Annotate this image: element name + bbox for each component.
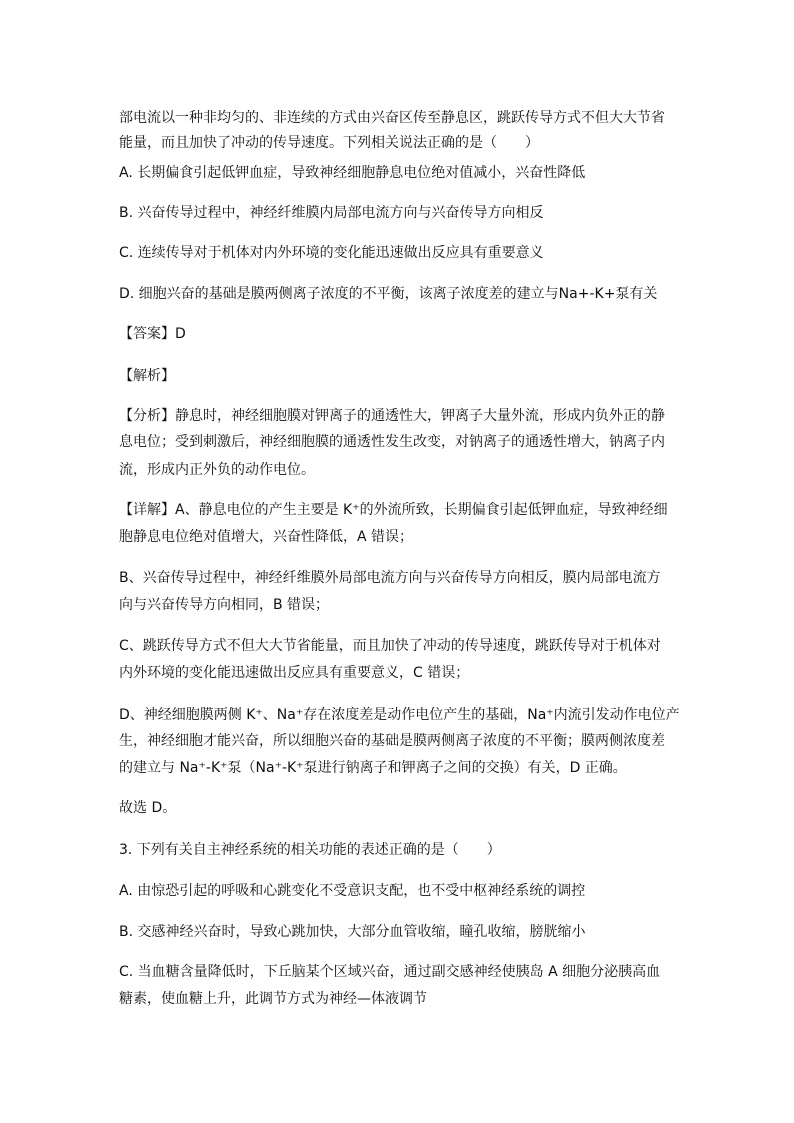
option-c: C. 连续传导对于机体对内外环境的变化能迅速做出反应具有重要意义 bbox=[119, 245, 544, 261]
detail-c-line-2: 内外环境的变化能迅速做出反应具有重要意义，C 错误； bbox=[119, 665, 470, 681]
detail-b-line-2: 向与兴奋传导方向相同，B 错误； bbox=[119, 597, 330, 613]
detail-c-line-1: C、跳跃传导方式不但大大节省能量，而且加快了冲动的传导速度，跳跃传导对于机体对 bbox=[119, 638, 661, 654]
option-d: D. 细胞兴奋的基础是膜两侧离子浓度的不平衡，该离子浓度差的建立与Na+-K+泵有关 bbox=[119, 286, 658, 302]
detail-a-line-1: 【详解】A、静息电位的产生主要是 K⁺的外流所致，长期偏食引起低钾血症，导致神经细 bbox=[119, 502, 668, 518]
conclusion: 故选 D。 bbox=[119, 800, 177, 816]
option-b: B. 兴奋传导过程中，神经纤维膜内局部电流方向与兴奋传导方向相反 bbox=[119, 205, 544, 221]
option-a: A. 长期偏食引起低钾血症，导致神经细胞静息电位绝对值减小，兴奋性降低 bbox=[119, 165, 586, 181]
detail-b-line-1: B、兴奋传导过程中，神经纤维膜外局部电流方向与兴奋传导方向相反，膜内局部电流方 bbox=[119, 570, 661, 586]
q3-option-c-line-2: 糖素，使血糖上升，此调节方式为神经—体液调节 bbox=[119, 991, 427, 1007]
answer-label: 【答案】D bbox=[119, 326, 186, 342]
explanation-heading: 【解析】 bbox=[119, 368, 175, 384]
passage-line-1: 部电流以一种非均匀的、非连续的方式由兴奋区传至静息区，跳跃传导方式不但大大节省 bbox=[119, 110, 665, 126]
detail-d-line-3: 的建立与 Na⁺-K⁺泵（Na⁺-K⁺泵进行钠离子和钾离子之间的交换）有关，D 正确。 bbox=[119, 760, 627, 776]
question-stem-line: 能量，而且加快了冲动的传导速度。下列相关说法正确的是（ ） bbox=[119, 135, 539, 151]
detail-a-line-2: 胞静息电位绝对值增大，兴奋性降低，A 错误； bbox=[119, 529, 414, 545]
detail-d-line-2: 生，神经细胞才能兴奋，所以细胞兴奋的基础是膜两侧离子浓度的不平衡；膜两侧浓度差 bbox=[119, 733, 665, 749]
analysis-line-3: 流，形成内正外负的动作电位。 bbox=[119, 462, 315, 478]
q3-option-c-line-1: C. 当血糖含量降低时，下丘脑某个区域兴奋，通过副交感神经使胰岛 A 细胞分泌胰高血 bbox=[119, 964, 661, 980]
q3-option-b: B. 交感神经兴奋时，导致心跳加快，大部分血管收缩，瞳孔收缩，膀胱缩小 bbox=[119, 924, 586, 940]
detail-d-line-1: D、神经细胞膜两侧 K⁺、Na⁺存在浓度差是动作电位产生的基础，Na⁺内流引发动作电位产 bbox=[119, 707, 680, 723]
analysis-line-1: 【分析】静息时，神经细胞膜对钾离子的通透性大，钾离子大量外流，形成内负外正的静 bbox=[119, 408, 665, 424]
q3-option-a: A. 由惊恐引起的呼吸和心跳变化不受意识支配，也不受中枢神经系统的调控 bbox=[119, 883, 586, 899]
analysis-line-2: 息电位；受到刺激后，神经细胞膜的通透性发生改变，对钠离子的通透性增大，钠离子内 bbox=[119, 434, 665, 450]
question-3-stem: 3. 下列有关自主神经系统的相关功能的表述正确的是（ ） bbox=[119, 842, 501, 858]
